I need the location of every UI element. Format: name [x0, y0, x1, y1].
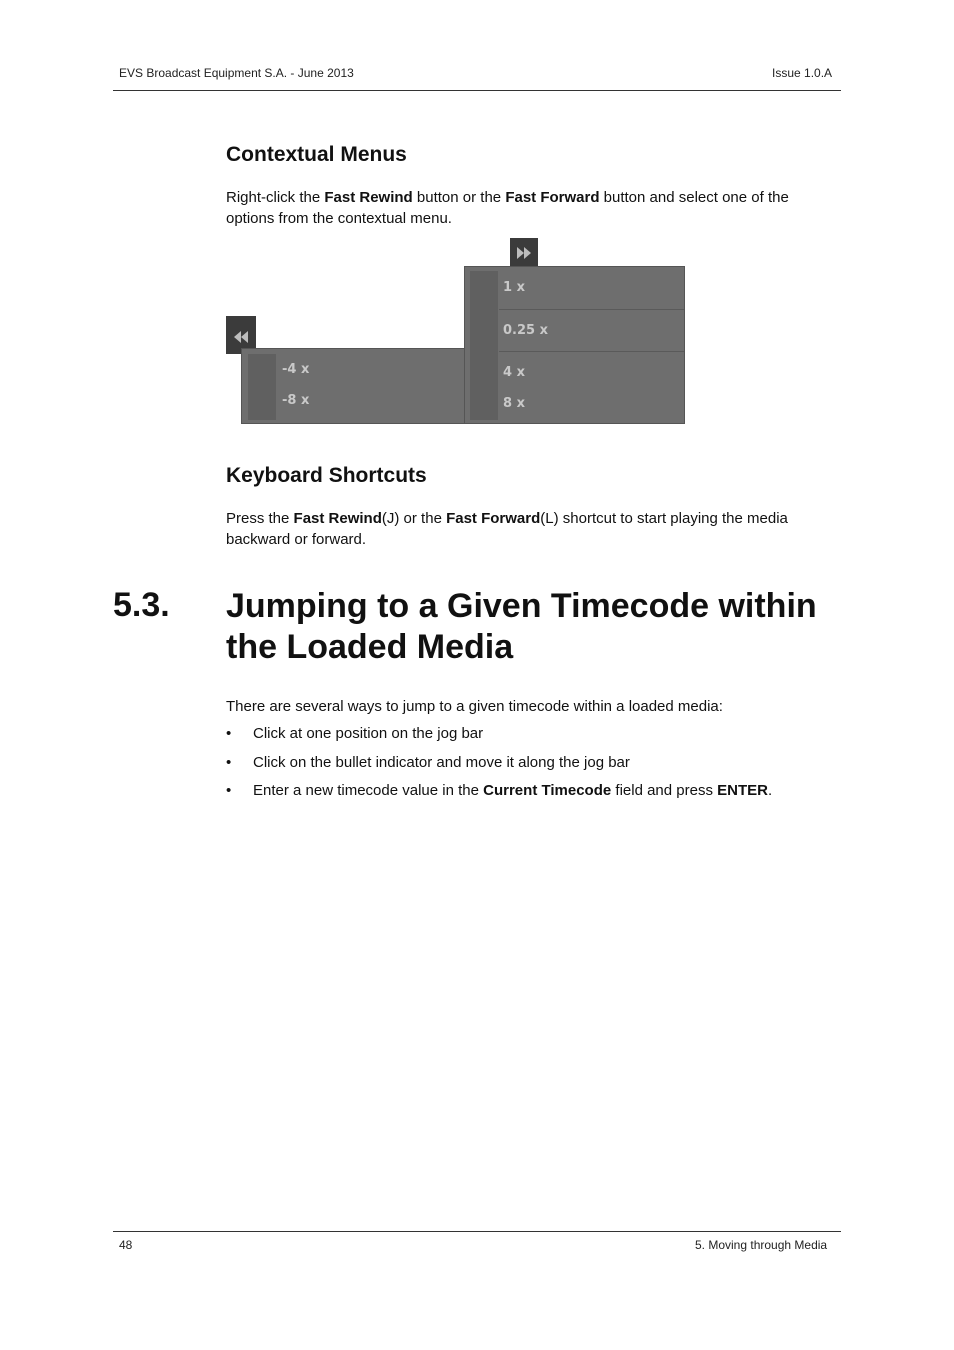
list-item-text: Enter a new timecode value in the Current Timecode field and press ENTER. — [253, 782, 773, 799]
bullet-marker: • — [226, 725, 232, 742]
footer-rule — [113, 1231, 841, 1232]
page-number: 48 — [119, 1238, 133, 1252]
bullet-marker: • — [226, 782, 232, 799]
rewind-menu-item[interactable]: -8 x — [282, 393, 310, 408]
header-right: Issue 1.0.A — [772, 66, 833, 80]
fast-rewind-icon — [232, 330, 250, 344]
forward-menu-icon-strip — [470, 271, 498, 420]
chapter-number: 5.3. — [113, 586, 170, 624]
bullet-marker: • — [226, 754, 232, 771]
header-rule — [113, 90, 841, 91]
header-left: EVS Broadcast Equipment S.A. - June 2013 — [119, 66, 354, 80]
keyboard-shortcuts-paragraph: Press the Fast Rewind(J) or the Fast Forward(L) shortcut to start playing the media backward or forward. — [226, 510, 788, 548]
chapter-title: Jumping to a Given Timecode within the Loaded Media — [226, 587, 817, 666]
forward-context-menu — [464, 266, 685, 424]
rewind-menu-icon-strip — [248, 354, 276, 420]
footer-section: 5. Moving through Media — [695, 1238, 828, 1252]
forward-menu-item[interactable]: 4 x — [503, 365, 525, 380]
contextual-menus-heading: Contextual Menus — [226, 143, 407, 166]
forward-menu-item[interactable]: 8 x — [503, 396, 525, 411]
contextual-menus-paragraph: Right-click the Fast Rewind button or the Fast Forward button and select one of the options from the contextual menu. — [226, 189, 789, 227]
fast-forward-icon — [515, 246, 533, 260]
forward-menu-item[interactable]: 0.25 x — [503, 323, 548, 338]
fast-forward-button[interactable] — [510, 238, 538, 268]
forward-menu-item[interactable]: 1 x — [503, 280, 525, 295]
menu-separator — [499, 309, 684, 310]
keyboard-shortcuts-heading: Keyboard Shortcuts — [226, 464, 427, 487]
rewind-menu-item[interactable]: -4 x — [282, 362, 310, 377]
menu-separator — [499, 351, 684, 352]
chapter-intro: There are several ways to jump to a given timecode within a loaded media: — [226, 698, 723, 715]
list-item-text: Click at one position on the jog bar — [253, 725, 484, 742]
list-item-text: Click on the bullet indicator and move it along the jog bar — [253, 754, 630, 771]
rewind-context-menu — [241, 348, 465, 424]
